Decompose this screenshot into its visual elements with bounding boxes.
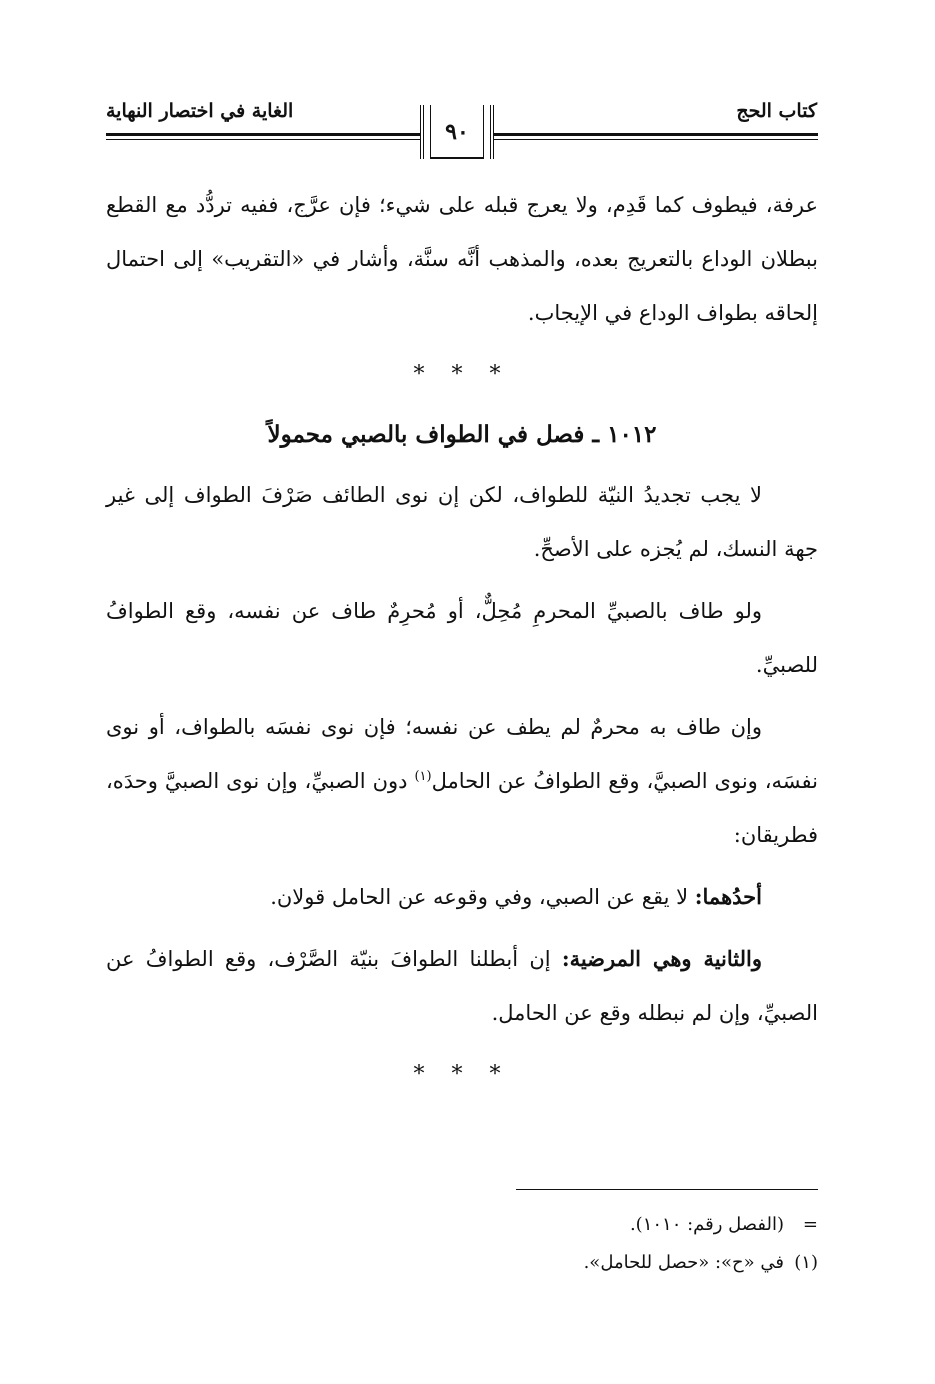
footnote-ref-1: (١) [414,769,432,784]
paragraph-2: لا يجب تجديدُ النيّة للطواف، لكن إن نوى الطائف صَرْفَ الطواف إلى غير جهة النسك، لم يُجزه على الأصحِّ. [106,483,818,561]
paragraph-6 [106,932,818,1040]
section-heading: ١٠١٢ ـ فصل في الطواف بالصبي محمولاً [267,421,657,448]
footnote-mark: = [802,1214,818,1235]
paragraph-4-part-1: وإن طاف به محرمٌ لم يطف عن نفسه؛ فإن نوى نفسَه بالطواف، أو نوى نفسَه، ونوى الصبيَّ، وقع الطوافُ عن الحامل [106,715,818,793]
page-number-box [420,105,494,159]
paragraph-6-text: إن أبطلنا الطوافَ بنيّة الصَّرْف، وقع الطوافُ عن الصبيِّ، وإن لم نبطله وقع عن الحامل. [106,947,818,1025]
footnotes [106,1206,818,1282]
footnote-continuation [106,1206,818,1244]
section-separator-1: * * * [413,362,511,387]
footnote-1 [106,1244,818,1282]
paragraph-4 [106,700,818,862]
paragraph-4-part-2: دون الصبيِّ، وإن نوى الصبيَّ وحدَه، فطريقان: [106,769,818,847]
paragraph-3: ولو طاف بالصبيِّ المحرمِ مُحِلٌّ، أو مُحرِمٌ طاف عن نفسه، وقع الطوافُ للصبيِّ. [106,599,818,677]
running-header-chapter: كتاب الحج [736,100,817,122]
footnote-text: (الفصل رقم: ١٠١٠). [629,1214,784,1235]
main-text [106,178,818,1108]
paragraph-1: عرفة، فيطوف كما قَدِم، ولا يعرج قبله على شيء؛ فإن عرَّج، ففيه تردُّد مع القطع ببطلان الوداع بالتعريج بعده، والمذهب أنَّه سنَّة، وأشار في «التقريب» إلى احتمال إلحاقه بطواف الوداع في الإيجاب. [106,193,818,325]
footnote-mark: (١) [794,1252,818,1273]
running-header-book-title: الغاية في اختصار النهاية [106,100,294,122]
footnote-rule [516,1189,818,1190]
section-separator-2: * * * [413,1062,511,1087]
paragraph-6-lead: والثانية وهي المرضية: [561,946,762,971]
paragraph-5 [106,870,818,924]
paragraph-5-lead: أحدُهما: [694,884,762,909]
footnote-text: في «ح»: «حصل للحامل». [583,1252,784,1273]
paragraph-5-text: لا يقع عن الصبي، وفي وقوعه عن الحامل قولان. [270,885,695,909]
page-number: ٩٠ [445,119,469,145]
